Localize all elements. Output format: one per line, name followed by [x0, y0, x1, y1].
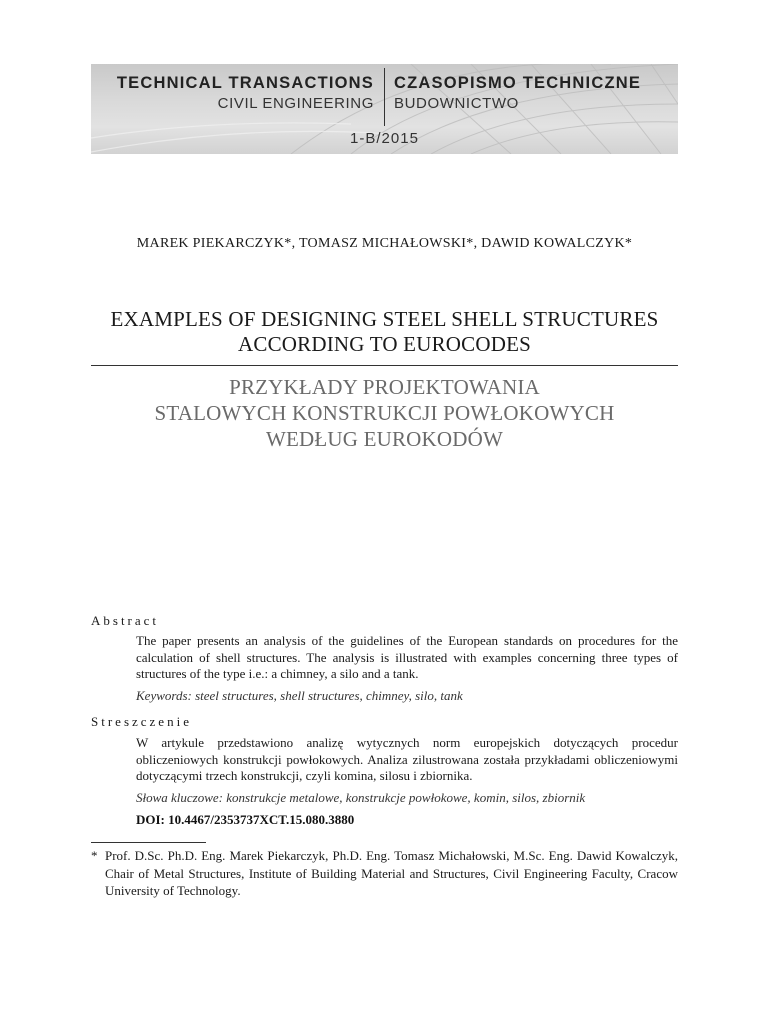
journal-title-en: TECHNICAL TRANSACTIONS [116, 74, 374, 92]
header-divider [384, 68, 385, 126]
journal-header [91, 64, 678, 154]
paper-title-pl-line: PRZYKŁADY PROJEKTOWANIA [229, 375, 540, 399]
journal-title-pl: CZASOPISMO TECHNICZNE [394, 74, 642, 92]
journal-subtitle-pl: BUDOWNICTWO [394, 95, 519, 112]
streszczenie-keywords: Słowa kluczowe: konstrukcje metalowe, konstrukcje powłokowe, komin, silos, zbiornik [136, 790, 586, 805]
footnote-divider [91, 842, 206, 843]
abstract-label: Abstract [91, 613, 160, 628]
streszczenie-label: Streszczenie [91, 714, 192, 729]
title-divider [91, 365, 678, 366]
header-left-block [117, 72, 374, 114]
abstract-text: The paper presents an analysis of the guidelines of the European standards on procedures for the calculation of shell structures. The analysis is illustrated with examples concerning three types of structures of the type i.e.: a chimney, a silo and a tank. [136, 633, 678, 681]
abstract-keywords: Keywords: steel structures, shell structures, chimney, silo, tank [136, 688, 463, 703]
paper-title-pl-line: STALOWYCH KONSTRUKCJI POWŁOKOWYCH [154, 401, 615, 425]
authors: MAREK PIEKARCZYK*, TOMASZ MICHAŁOWSKI*, DAWID KOWALCZYK* [136, 236, 633, 251]
streszczenie-text: W artykule przedstawiono analizę wytycznych norm europejskich dotyczących procedur obliczeniowych konstrukcji powłokowych. Analiza zilustrowana została przykładami obliczeniowymi dotyczącymi trzech konstrukcji, czyli komina, silosu i zbiornika. [136, 735, 678, 783]
paper-title-pl-line: WEDŁUG EUROKODÓW [265, 427, 504, 451]
journal-subtitle-en: CIVIL ENGINEERING [217, 95, 374, 112]
header-right-block [394, 72, 641, 114]
footnote-mark: * [91, 848, 98, 863]
paper-title-en-line: EXAMPLES OF DESIGNING STEEL SHELL STRUCTURES [110, 307, 659, 331]
issue-number: 1-B/2015 [350, 130, 419, 147]
footnote-text: Prof. D.Sc. Ph.D. Eng. Marek Piekarczyk, Ph.D. Eng. Tomasz Michałowski, M.Sc. Eng. Dawid Kowalczyk, Chair of Metal Structures, Institute of Building Material and Structures, Civil Engineering Faculty, Cracow University of Technology. [105, 848, 678, 898]
paper-title-pl [91, 374, 678, 452]
footnote [91, 847, 678, 900]
paper-title-en [91, 307, 678, 357]
paper-title-en-line: ACCORDING TO EUROCODES [238, 332, 531, 356]
doi: DOI: 10.4467/2353737XCT.15.080.3880 [136, 812, 355, 827]
